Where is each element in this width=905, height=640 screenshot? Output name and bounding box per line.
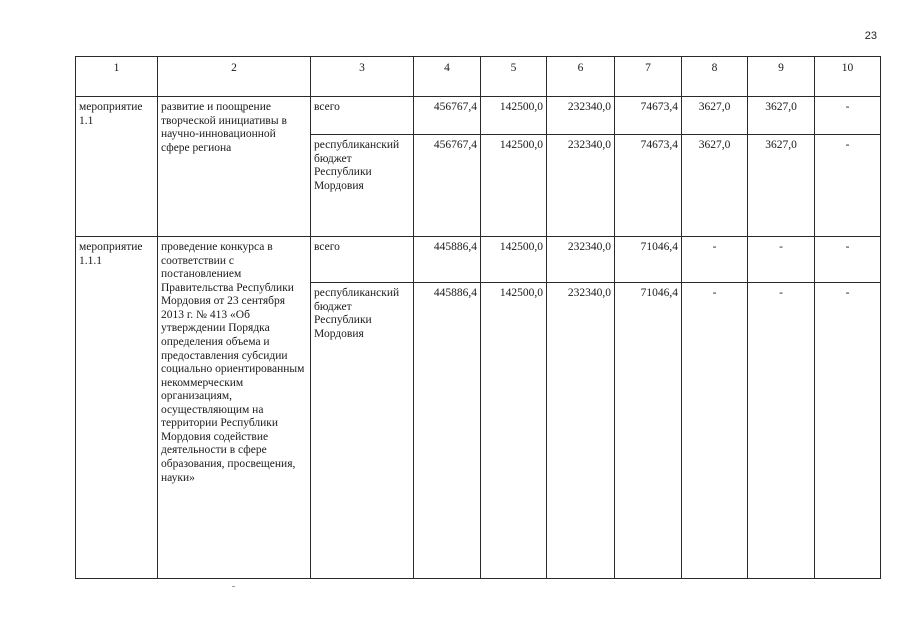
- value-cell: 456767,4: [414, 97, 481, 135]
- value-cell: 142500,0: [481, 135, 547, 237]
- funding-source-cell: республиканский бюджет Республики Мордовия: [311, 135, 414, 237]
- value-cell: 142500,0: [481, 283, 547, 579]
- value-cell: 445886,4: [414, 283, 481, 579]
- measure-description-cell: проведение конкурса в соответствии с постановлением Правительства Республики Мордовия от 23 сентября 2013 г. № 413 «Об утверждении Порядка определения объема и предоставления субсидии социально ориентированным некоммерческим организациям, осуществляющим на территории Республики Мордовия содействие деятельности в сфере образования, просвещения, науки»: [158, 237, 311, 579]
- column-header: 3: [311, 57, 414, 97]
- funding-source-cell: республиканский бюджет Республики Мордовия: [311, 283, 414, 579]
- column-header: 10: [815, 57, 881, 97]
- value-cell: 232340,0: [547, 283, 615, 579]
- value-cell: -: [815, 237, 881, 283]
- value-cell: 3627,0: [748, 135, 815, 237]
- measure-code-cell: мероприятие 1.1.1: [76, 237, 158, 579]
- value-cell: 232340,0: [547, 97, 615, 135]
- value-cell: 142500,0: [481, 97, 547, 135]
- column-header: 4: [414, 57, 481, 97]
- value-cell: 3627,0: [682, 135, 748, 237]
- value-cell: -: [748, 237, 815, 283]
- budget-table: [75, 56, 881, 579]
- value-cell: 3627,0: [682, 97, 748, 135]
- value-cell: -: [682, 283, 748, 579]
- column-header: 9: [748, 57, 815, 97]
- value-cell: 71046,4: [615, 283, 682, 579]
- value-cell: -: [748, 283, 815, 579]
- measure-description-cell: развитие и поощрение творческой инициативы в научно-инновационной сфере региона: [158, 97, 311, 237]
- funding-source-cell: всего: [311, 97, 414, 135]
- value-cell: 74673,4: [615, 135, 682, 237]
- value-cell: 3627,0: [748, 97, 815, 135]
- table-header-row: [76, 57, 881, 97]
- column-header: 8: [682, 57, 748, 97]
- value-cell: 232340,0: [547, 135, 615, 237]
- column-header: 6: [547, 57, 615, 97]
- column-header: 2: [158, 57, 311, 97]
- measure-code-cell: мероприятие 1.1: [76, 97, 158, 237]
- value-cell: 74673,4: [615, 97, 682, 135]
- value-cell: 71046,4: [615, 237, 682, 283]
- funding-source-cell: всего: [311, 237, 414, 283]
- table-row: [76, 97, 881, 135]
- column-header: 1: [76, 57, 158, 97]
- scan-speck: [232, 586, 235, 587]
- column-header: 5: [481, 57, 547, 97]
- value-cell: -: [815, 97, 881, 135]
- value-cell: -: [682, 237, 748, 283]
- column-header: 7: [615, 57, 682, 97]
- value-cell: 142500,0: [481, 237, 547, 283]
- value-cell: -: [815, 283, 881, 579]
- value-cell: 232340,0: [547, 237, 615, 283]
- table-row: [76, 237, 881, 283]
- value-cell: -: [815, 135, 881, 237]
- value-cell: 456767,4: [414, 135, 481, 237]
- page-number: 23: [864, 30, 877, 42]
- value-cell: 445886,4: [414, 237, 481, 283]
